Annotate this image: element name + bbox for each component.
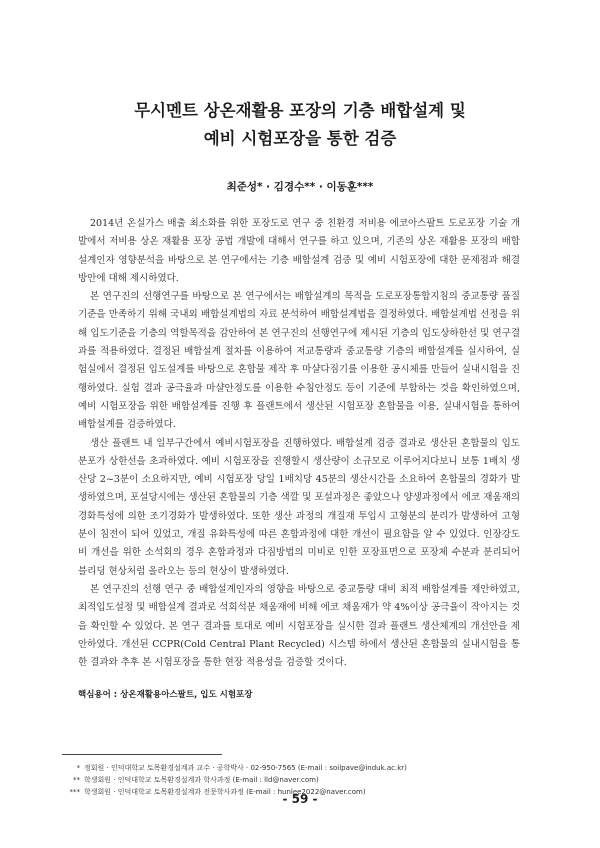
abstract-paragraph-3: 생산 플랜트 내 일부구간에서 예비시험포장을 진행하였다. 배합설계 검증 결과로 생산된 혼합물의 입도분포가 상한선을 초과하였다. 예비 시험포장을 진행할시 생산량이 소규모로 이루어지다보니 보통 1배치 생산당 2~3분이 소요하지만, 예비 시험포장 당일 1배치당 45분의 생산시간을 소요하여 혼합물의 경화가 발생하였으며, 포설당시에는 생산된 혼합물의 기층 색깔 및 포설과정은 좋았으나 양생과정에서 에코 재움재의 경화특성에 의한 조기경화가 발생하였다. 또한 생산 과정의 개질재 투입시 고형분의 분리가 발생하여 고형분이 침전이 되어 있었고, 개질 유화특성에 따른 혼합과정에 대한 개선이 필요함을 알 수 있었다. 인장강도비 개선을 위한 소석회의 경우 혼합과정과 다짐방법의 미비로 인한 포장표면으로 포장체 수분과 분리되어 블리딩 현상처럼 올라오는 등의 현상이 발생하였다. xyxy=(78,437,520,577)
footnote-mark: *** xyxy=(69,788,80,796)
abstract-paragraph-1: 2014년 온실가스 배출 최소화를 위한 포장도로 연구 중 친환경 저비용 에코아스팔트 도로포장 기술 개발에서 저비용 상온 재활용 포장 공법 개발에 대해서 연구를 하고 있으며, 기존의 상온 재활용 포장의 배합설계인자 영향분석을 바탕으로 본 연구에서는 기층 배합설계 검증 및 예비 시험포장에 대한 문제점과 해결방안에 대해 제시하였다. xyxy=(78,218,520,284)
footnote-1 xyxy=(62,762,532,774)
footnote-2 xyxy=(62,774,532,786)
abstract-paragraph-2: 본 연구진의 선행연구를 바탕으로 본 연구에서는 배합설계의 목적을 도로포장통합지침의 중교통량 품질기준을 만족하기 위해 국내외 배합설계법의 자료 분석하여 배합설계법을 결정하였다. 배합설계법 선정을 위해 입도기준을 기층의 역할목적을 감안하여 본 연구진의 선행연구에 제시된 기층의 입도상하한선 및 연구결과를 적용하였다. 결정된 배합설계 절차를 이용하여 저교통량과 중교통량 기층의 배합설계를 실시하여, 실험실에서 결정된 입도설계를 바탕으로 혼합물 제작 후 마샬다짐기를 이용한 공시체를 만들어 실내시험을 진행하였다. 실험 결과 공극율과 마샬안정도를 이용한 수침안정도 등이 기준에 부합하는 것을 확인하였으며, 예비 시험포장을 위한 배합설계를 진행 후 플랜트에서 생산된 시험포장 혼합물을 이용, 실내시험을 통하여 배합설계를 검증하였다. xyxy=(78,291,520,431)
footnote-mark: ** xyxy=(73,776,80,784)
abstract xyxy=(78,215,520,672)
footnote-divider xyxy=(62,754,222,755)
footnote-mark: * xyxy=(76,764,80,772)
paper-title-line-2: 예비 시험포장을 통한 검증 xyxy=(203,129,397,148)
footnote-text: 학생회원 · 인덕대학교 토목환경설계과 학사과정 (E-mail : lld@naver.com) xyxy=(84,776,319,784)
footnote-text: 정회원 · 인덕대학교 토목환경설계과 교수 · 공학박사 · 02-950-7565 (E-mail : soilpave@induk.ac.kr) xyxy=(84,764,407,772)
abstract-paragraph-4: 본 연구진의 선행 연구 중 배합설계인자의 영향을 바탕으로 중교통량 대비 최적 배합설계를 제안하였고, 최적입도설정 및 배합설계 결과로 석회석분 채움재에 비해 에코 채움재가 약 4%이상 공극율이 작아지는 것을 확인할 수 있었다. 본 연구 결과를 토대로 예비 시험포장을 실시한 결과 플랜트 생산체계의 개선안을 제안하였다. 개선된 CCPR(Cold Central Plant Recycled) 시스템 하에서 생산된 혼합물의 실내시험을 통한 결과와 추후 본 시험포장을 통한 현장 적용성을 검증할 것이다. xyxy=(78,583,520,669)
page-number: - 59 - xyxy=(282,792,318,806)
footnote-text: 학생회원 · 인덕대학교 토목환경설계과 전문학사과정 (E-mail : hunlee2022@naver.com) xyxy=(84,788,366,796)
paper-title-line-1: 무시멘트 상온재활용 포장의 기층 배합설계 및 xyxy=(134,101,466,120)
author-list: 최준성* · 김경수** · 이동훈*** xyxy=(226,181,374,193)
keywords: 핵심용어 : 상온재활용아스팔트, 입도 시험포장 xyxy=(78,690,253,700)
